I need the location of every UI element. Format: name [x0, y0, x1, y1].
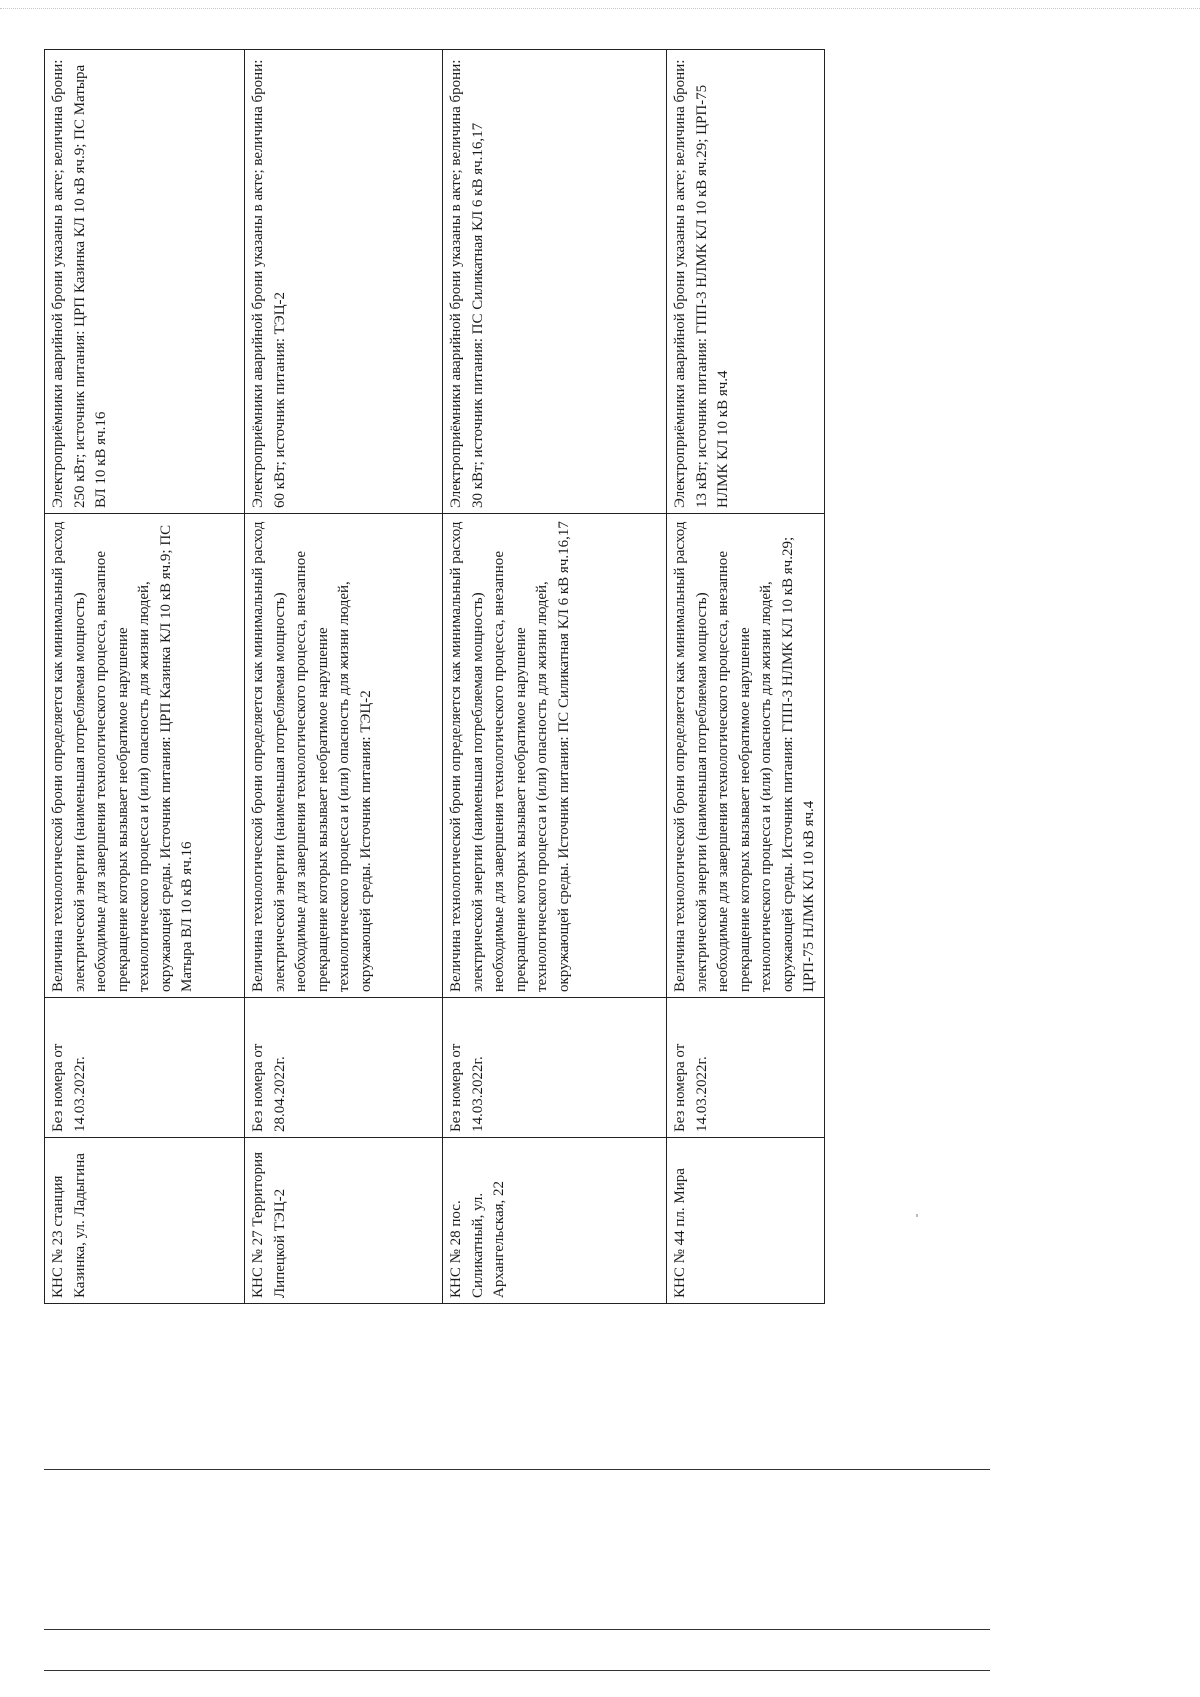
act-cell: Без номера от 14.03.2022г. — [45, 998, 245, 1138]
technological-reserve-cell: Величина технологической брони определяется как минимальный расход электрической энергии (наименьшая потребляемая мощность) необходимые для завершения технологического процесса, внезапное прекращение которых вызывает необратимое нарушение технологического процесса и (или) опасность для жизни людей, окружающей среды. Источник питания: ГПП-3 НЛМК КЛ 10 кВ яч.29; ЦРП-75 НЛМК КЛ 10 кВ яч.4 — [667, 514, 825, 998]
station-name-cell: КНС № 27 Территория Липецкой ТЭЦ-2 — [245, 1138, 443, 1304]
emergency-reserve-cell: Электроприёмники аварийной брони указаны в акте; величина брони: 30 кВт; источник питания: ПС Силикатная КЛ 6 кВ яч.16,17 — [443, 50, 667, 514]
table-row — [443, 50, 667, 1304]
technological-reserve-cell: Величина технологической брони определяется как минимальный расход электрической энергии (наименьшая потребляемая мощность) необходимые для завершения технологического процесса, внезапное прекращение которых вызывает необратимое нарушение технологического процесса и (или) опасность для жизни людей, окружающей среды. Источник питания: ТЭЦ-2 — [245, 514, 443, 998]
backup-power-table — [44, 49, 825, 1304]
act-cell: Без номера от 28.04.2022г. — [245, 998, 443, 1138]
emergency-reserve-cell: Электроприёмники аварийной брони указаны в акте; величина брони: 60 кВт; источник питания: ТЭЦ-2 — [245, 50, 443, 514]
station-name-cell: КНС № 28 пос. Силикатный, ул. Архангельская, 22 — [443, 1138, 667, 1304]
table-row — [245, 50, 443, 1304]
signature-line — [44, 1670, 990, 1671]
emergency-reserve-cell: Электроприёмники аварийной брони указаны в акте; величина брони: 13 кВт; источник питания: ГПП-3 НЛМК КЛ 10 кВ яч.29; ЦРП-75 НЛМК КЛ 10 кВ яч.4 — [667, 50, 825, 514]
emergency-reserve-cell: Электроприёмники аварийной брони указаны в акте; величина брони: 250 кВт; источник питания: ЦРП Казинка КЛ 10 кВ яч.9; ПС Матыра ВЛ 10 кВ яч.16 — [45, 50, 245, 514]
technological-reserve-cell: Величина технологической брони определяется как минимальный расход электрической энергии (наименьшая потребляемая мощность) необходимые для завершения технологического процесса, внезапное прекращение которых вызывает необратимое нарушение технологического процесса и (или) опасность для жизни людей, окружающей среды. Источник питания: ЦРП Казинка КЛ 10 кВ яч.9; ПС Матыра ВЛ 10 кВ яч.16 — [45, 514, 245, 998]
scan-top-edge — [0, 8, 1200, 9]
table-row — [667, 50, 825, 1304]
technological-reserve-cell: Величина технологической брони определяется как минимальный расход электрической энергии (наименьшая потребляемая мощность) необходимые для завершения технологического процесса, внезапное прекращение которых вызывает необратимое нарушение технологического процесса и (или) опасность для жизни людей, окружающей среды. Источник питания: ПС Силикатная КЛ 6 кВ яч.16,17 — [443, 514, 667, 998]
signature-line — [44, 1629, 990, 1630]
scan-speck — [916, 1214, 918, 1217]
signature-line — [44, 1469, 990, 1470]
act-cell: Без номера от 14.03.2022г. — [443, 998, 667, 1138]
station-name-cell: КНС № 44 пл. Мира — [667, 1138, 825, 1304]
act-cell: Без номера от 14.03.2022г. — [667, 998, 825, 1138]
table-row — [45, 50, 245, 1304]
station-name-cell: КНС № 23 станция Казинка, ул. Ладыгина — [45, 1138, 245, 1304]
